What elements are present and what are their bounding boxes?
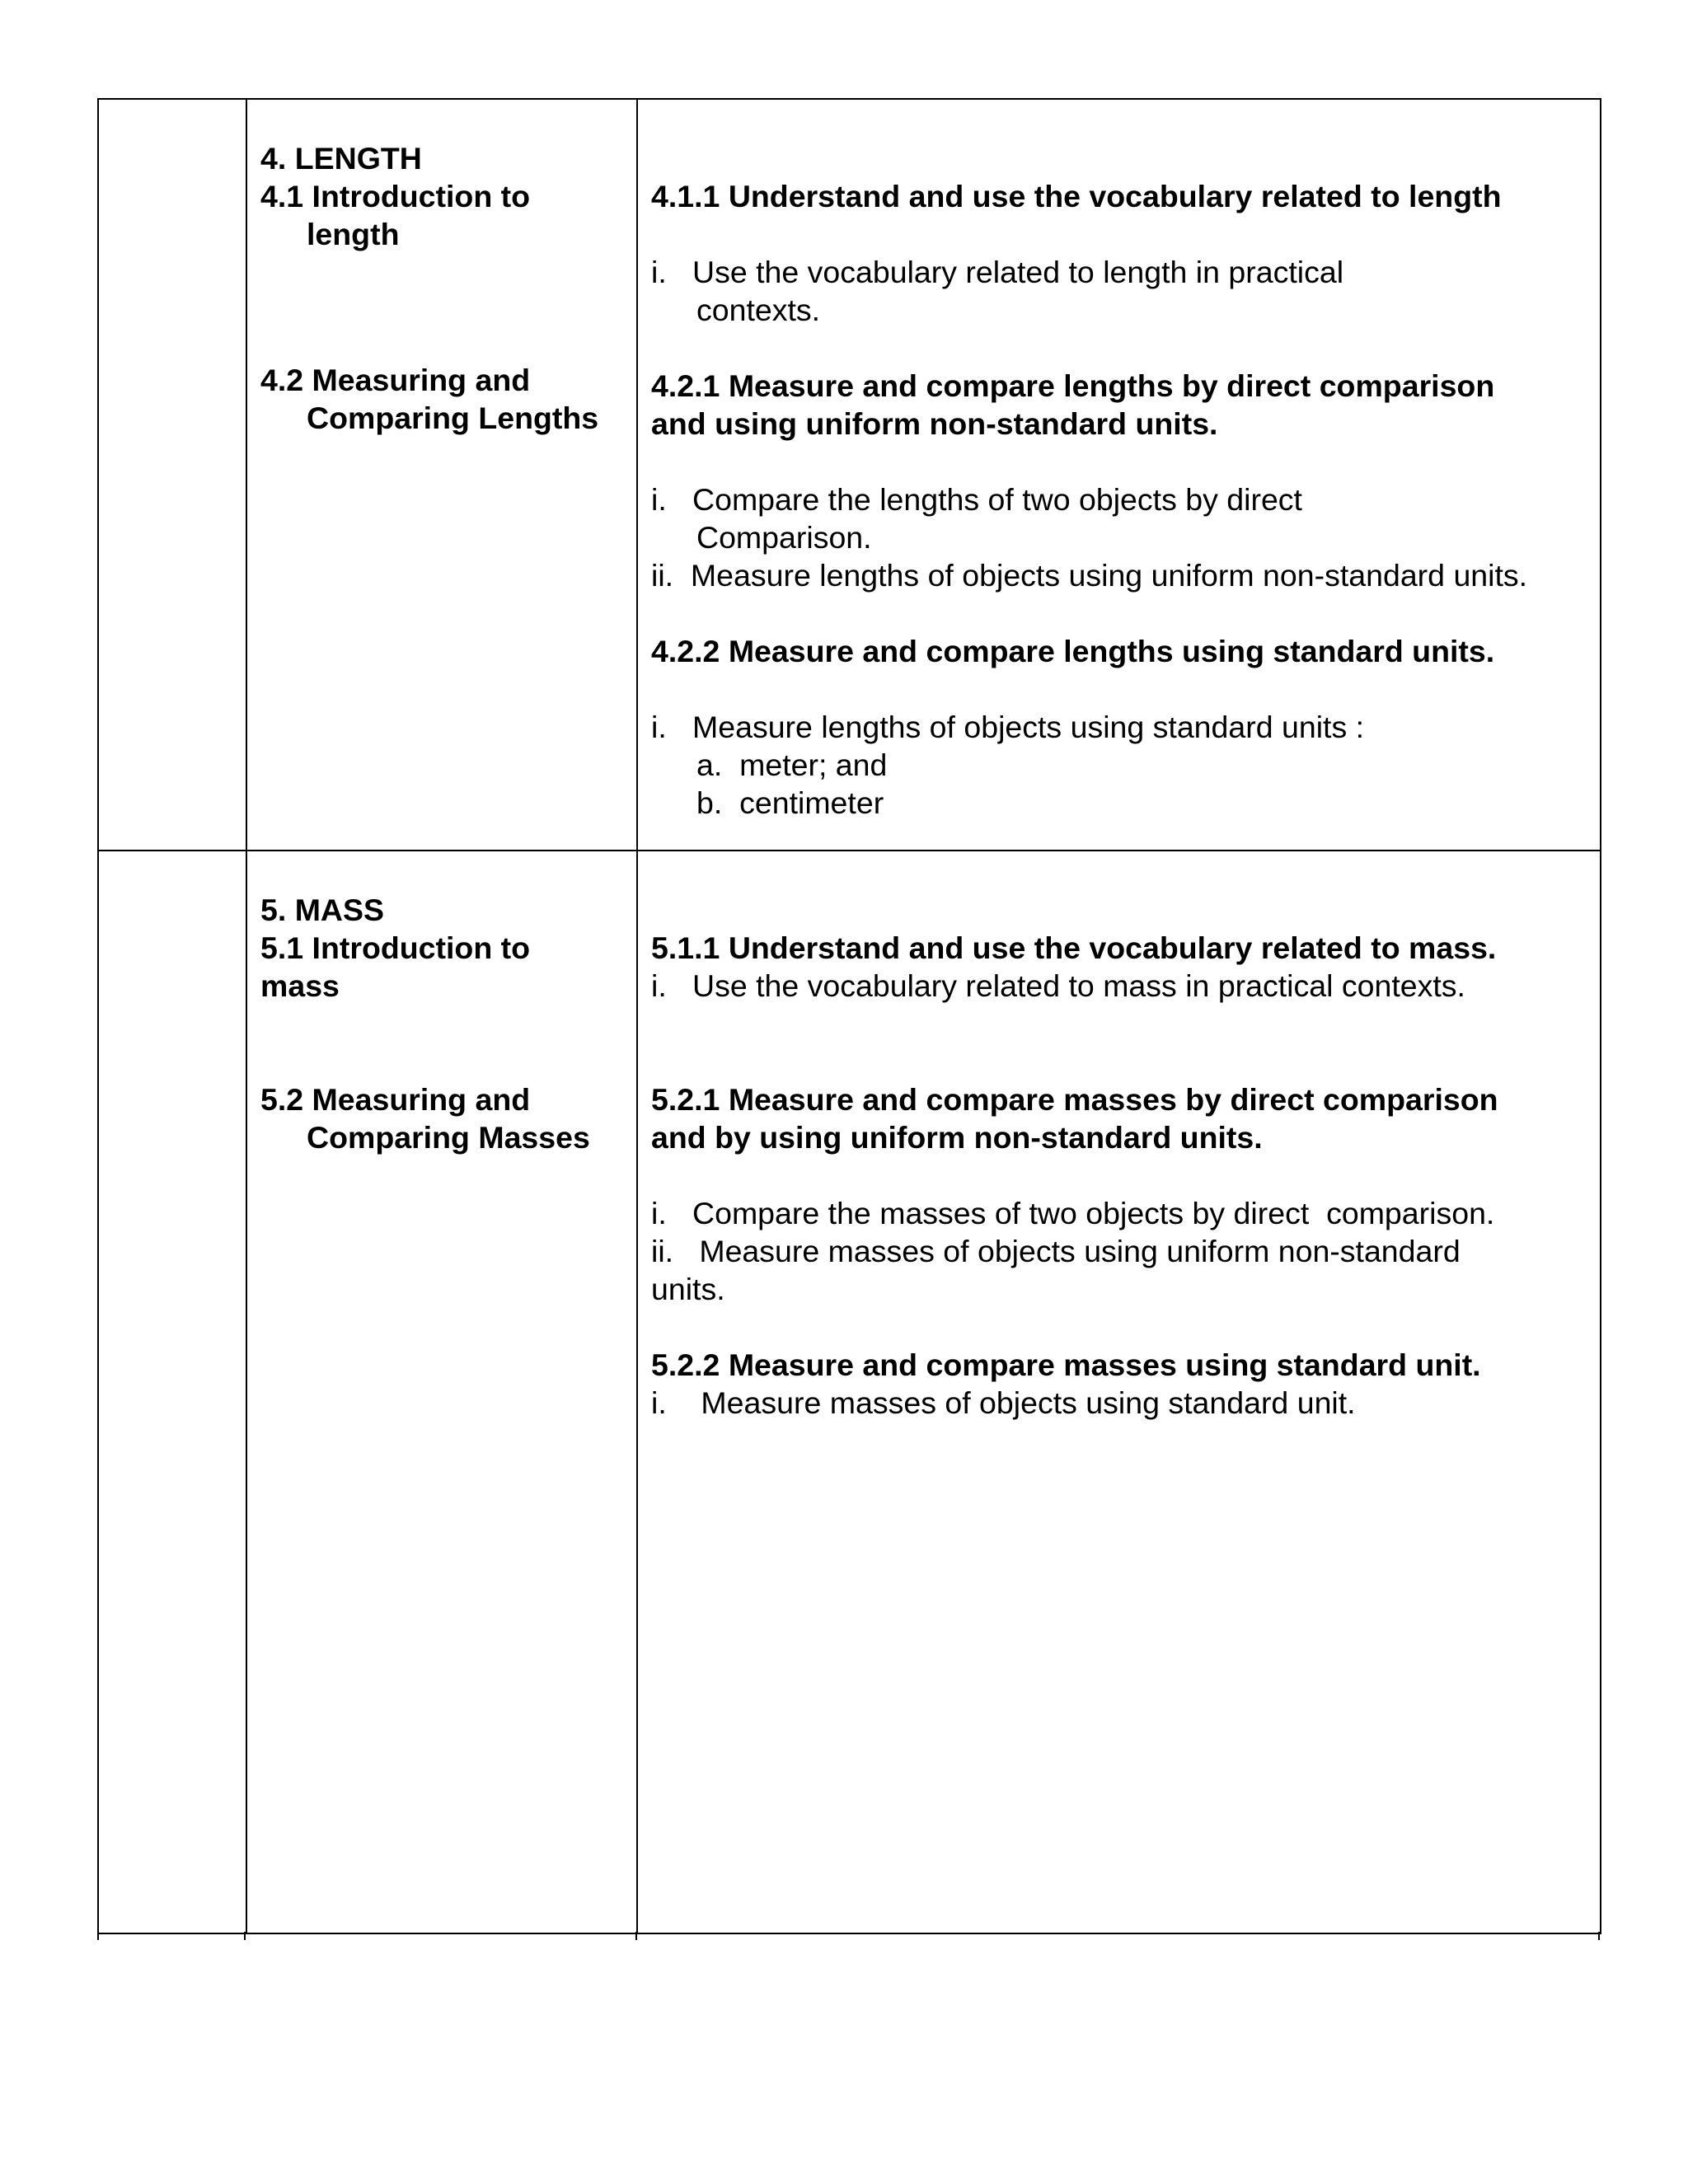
mass-standard-5-2-1-line-1: 5.2.1 Measure and compare masses by direct comparison (651, 1082, 1498, 1117)
bottom-divider-tick-1 (244, 1932, 246, 1940)
empty-cell-mass (98, 851, 246, 1933)
length-topics-cell (246, 99, 637, 851)
mass-subtopic-2-line-2: Comparing Masses (307, 1120, 590, 1155)
empty-cell-length (98, 99, 246, 851)
mass-standard-5-1-1-item-i: i. Use the vocabulary related to mass in practical contexts. (651, 968, 1465, 1003)
mass-standard-5-2-1-line-2: and by using uniform non-standard units. (651, 1120, 1263, 1155)
length-topic-title: 4. LENGTH (260, 141, 422, 176)
length-standard-4-2-1-item-i-line-1: i. Compare the lengths of two objects by direct (651, 482, 1302, 517)
mass-standard-5-2-1-item-ii-line-1: ii. Measure masses of objects using uniform non-standard (651, 1234, 1461, 1268)
length-subtopic-1-line-1: 4.1 Introduction to (260, 179, 531, 213)
length-standard-4-2-2-item-b: b. centimeter (696, 785, 884, 820)
bottom-left-tick (97, 1932, 99, 1940)
bottom-divider-tick-2 (635, 1932, 637, 1940)
length-standard-4-2-1-item-ii: ii. Measure lengths of objects using uniform non-standard units. (651, 558, 1528, 593)
length-standard-4-2-1-line-1: 4.2.1 Measure and compare lengths by direct comparison (651, 368, 1495, 403)
mass-topics-cell (246, 851, 637, 1933)
length-standard-4-1-1: 4.1.1 Understand and use the vocabulary related to length (651, 179, 1502, 213)
length-standard-4-2-2-item-a: a. meter; and (696, 748, 888, 782)
curriculum-table (97, 98, 1601, 1934)
length-subtopic-1-line-2: length (307, 217, 400, 251)
mass-standard-5-2-1-item-ii-line-2: units. (651, 1272, 725, 1306)
length-standard-4-2-1-line-2: and using uniform non-standard units. (651, 406, 1218, 441)
mass-standard-5-2-1-item-i: i. Compare the masses of two objects by direct comparison. (651, 1196, 1495, 1230)
length-standard-4-2-1-item-i-line-2: Comparison. (696, 520, 872, 555)
mass-subtopic-2-line-1: 5.2 Measuring and (260, 1082, 531, 1117)
mass-standard-5-2-2: 5.2.2 Measure and compare masses using standard unit. (651, 1347, 1481, 1382)
mass-standard-5-2-2-item-i: i. Measure masses of objects using standard unit. (651, 1385, 1356, 1420)
length-standard-4-1-1-item-i-line-2: contexts. (696, 293, 821, 327)
mass-standards-cell (637, 851, 1601, 1933)
length-subtopic-2-line-2: Comparing Lengths (307, 401, 599, 435)
mass-subtopic-1-line-2: mass (260, 968, 340, 1003)
mass-subtopic-1-line-1: 5.1 Introduction to (260, 930, 531, 965)
bottom-right-tick (1598, 1932, 1600, 1940)
table-row-mass (98, 851, 1601, 1933)
mass-topic-title: 5. MASS (260, 893, 385, 927)
length-standard-4-2-2: 4.2.2 Measure and compare lengths using standard units. (651, 634, 1495, 668)
length-standard-4-2-2-item-i: i. Measure lengths of objects using standard units : (651, 710, 1365, 744)
length-standard-4-1-1-item-i-line-1: i. Use the vocabulary related to length in practical (651, 255, 1344, 289)
mass-standard-5-1-1: 5.1.1 Understand and use the vocabulary related to mass. (651, 930, 1497, 965)
length-standards-cell (637, 99, 1601, 851)
table-row-length (98, 99, 1601, 851)
length-subtopic-2-line-1: 4.2 Measuring and (260, 363, 531, 397)
